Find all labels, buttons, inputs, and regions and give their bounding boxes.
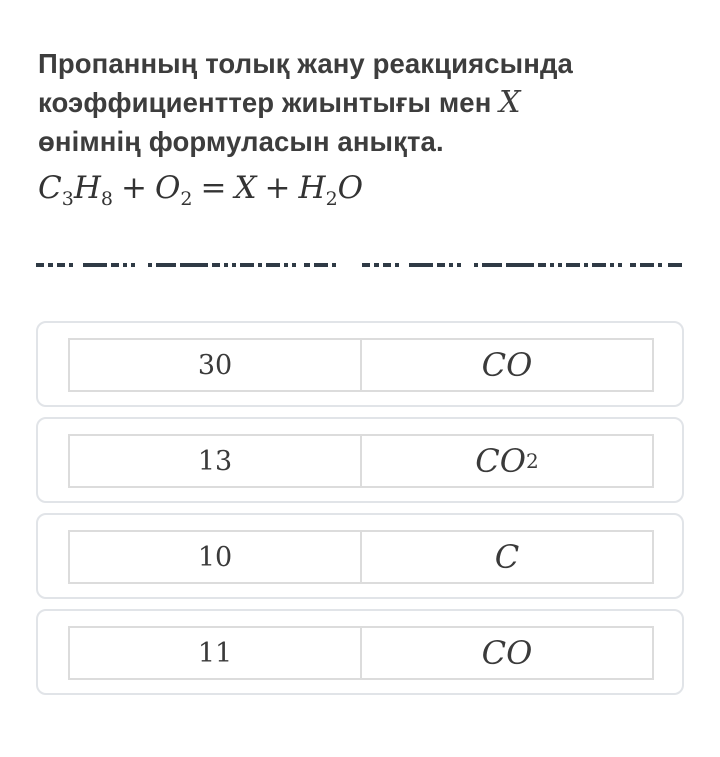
question-line-1: Пропанның толық жану реакциясында	[38, 48, 573, 79]
eq-plus-2: +	[264, 170, 291, 206]
answer-option-3[interactable]	[36, 513, 684, 599]
eq-water-o: O	[337, 170, 364, 206]
question-line-2	[38, 83, 698, 122]
option-formula-text: CO	[481, 634, 533, 672]
question-line-3: өнімнің формуласын анықта.	[38, 126, 444, 157]
question-text	[38, 44, 698, 161]
eq-water-sub: 2	[325, 188, 338, 210]
option-formula	[362, 532, 652, 582]
question-variable: X	[499, 85, 521, 120]
eq-carbon-sub: 3	[61, 188, 74, 210]
dash-pattern	[36, 261, 686, 269]
question-line-2-text: коэффициенттер жиынтығы мен	[38, 87, 492, 118]
answer-blank-dashes	[36, 261, 686, 269]
eq-oxygen: O	[154, 170, 181, 206]
reaction-equation	[38, 170, 364, 210]
answer-option-2[interactable]	[36, 417, 684, 503]
option-table	[68, 338, 654, 392]
answer-options	[36, 321, 684, 705]
option-table	[68, 626, 654, 680]
eq-x: X	[234, 170, 257, 206]
option-table	[68, 530, 654, 584]
eq-oxygen-sub: 2	[180, 188, 193, 210]
eq-plus-1: +	[120, 170, 147, 206]
eq-hydrogen: H	[73, 170, 101, 206]
option-formula	[362, 628, 652, 678]
answer-option-1[interactable]	[36, 321, 684, 407]
option-number: 11	[70, 628, 362, 678]
option-formula	[362, 340, 652, 390]
option-formula-text: C	[494, 538, 520, 576]
eq-carbon: C	[38, 170, 62, 206]
eq-hydrogen-sub: 8	[100, 188, 113, 210]
option-formula: CO 2	[475, 442, 539, 480]
eq-water-h: H	[298, 170, 326, 206]
option-number: 30	[70, 340, 362, 390]
option-number: 13	[70, 436, 362, 486]
answer-option-4[interactable]	[36, 609, 684, 695]
option-number: 10	[70, 532, 362, 582]
option-formula-text: CO	[481, 346, 533, 384]
option-table	[68, 434, 654, 488]
option-formula-text: CO	[475, 442, 526, 480]
eq-equals: =	[200, 170, 227, 206]
